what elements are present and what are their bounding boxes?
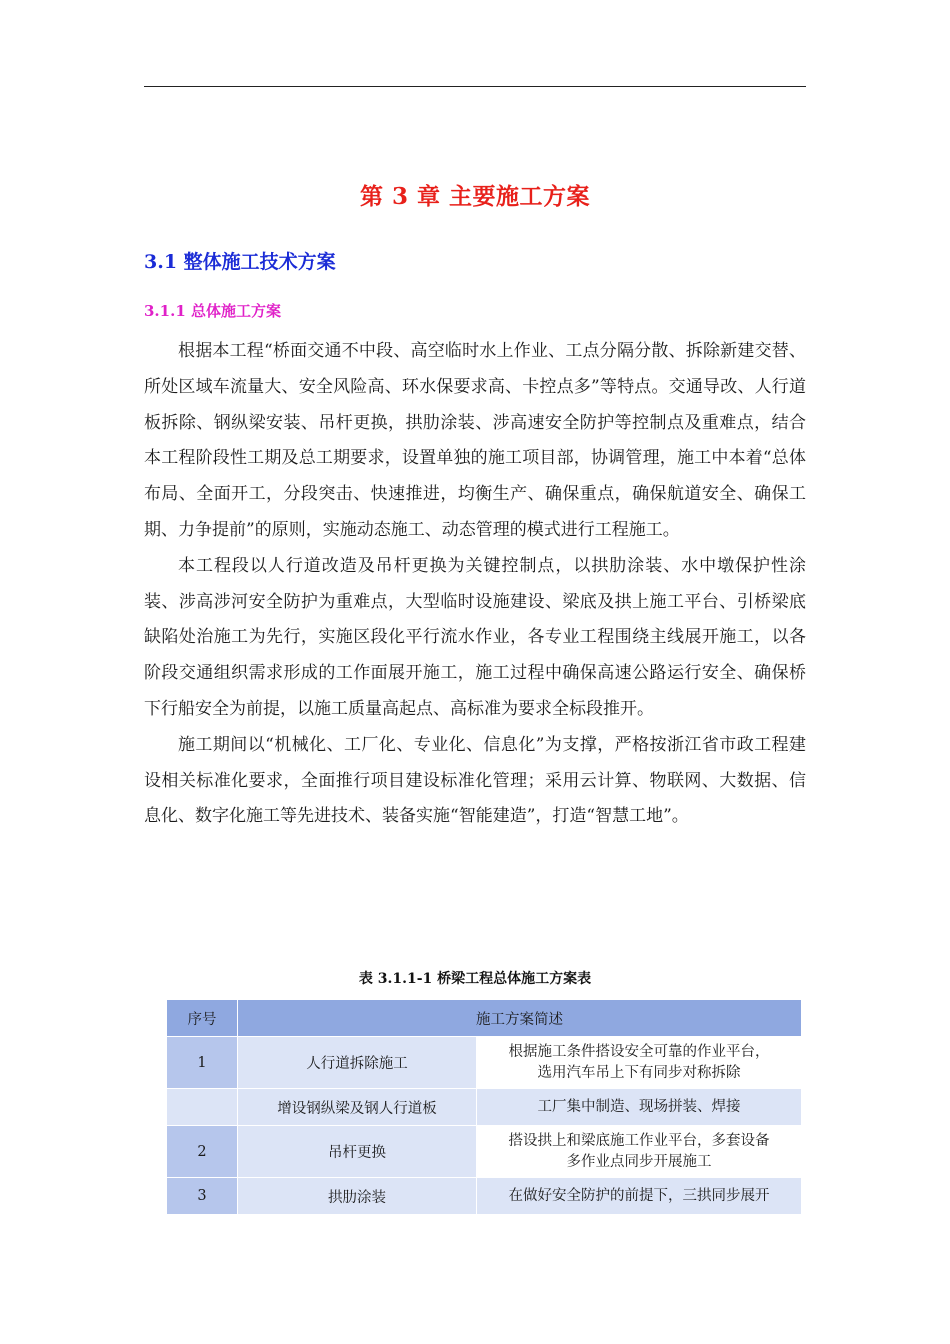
paragraph: 施工期间以“机械化、工厂化、专业化、信息化”为支撑，严格按浙江省市政工程建设相关标准化要求，全面推行项目建设标准化管理；采用云计算、物联网、大数据、信息化、数字化施工等先进技术、装备实施“智能建造”，打造“智慧工地”。	[144, 734, 806, 827]
section-heading: 3.1 整体施工技术方案	[144, 251, 336, 273]
description-line: 工厂集中制造、现场拼装、焊接	[537, 1098, 741, 1115]
row-item: 拱肋涂装	[238, 1178, 477, 1215]
row-index	[167, 1089, 238, 1126]
row-description	[477, 1089, 802, 1126]
table-header-row	[167, 1000, 802, 1037]
paragraph: 本工程段以人行道改造及吊杆更换为关键控制点，以拱肋涂装、水中墩保护性涂装、涉高涉河安全防护为重难点，大型临时设施建设、梁底及拱上施工平台、引桥梁底缺陷处治施工为先行，实施区段化平行流水作业，各专业工程围绕主线展开施工，以各阶段交通组织需求形成的工作面展开施工，施工过程中确保高速公路运行安全、确保桥下行船安全为前提，以施工质量高起点、高标准为要求全标段推开。	[144, 555, 806, 719]
header-index: 序号	[167, 1000, 238, 1037]
table-row	[167, 1089, 802, 1126]
table-row	[167, 1037, 802, 1089]
table-caption: 表 3.1.1-1 桥梁工程总体施工方案表	[358, 971, 592, 987]
description-line: 在做好安全防护的前提下，三拱同步展开	[508, 1187, 770, 1204]
body-text	[144, 334, 806, 835]
row-index: 2	[167, 1126, 238, 1178]
construction-plan-table	[166, 999, 802, 1215]
table-row	[167, 1126, 802, 1178]
table-row	[167, 1178, 802, 1215]
paragraph: 根据本工程“桥面交通不中段、高空临时水上作业、工点分隔分散、拆除新建交替、所处区域车流量大、安全风险高、环水保要求高、卡控点多”等特点。交通导改、人行道板拆除、钢纵梁安装、吊杆更换，拱肋涂装、涉高速安全防护等控制点及重难点，结合本工程阶段性工期及总工期要求，设置单独的施工项目部，协调管理，施工中本着“总体布局、全面开工，分段突击、快速推进，均衡生产、确保重点，确保航道安全、确保工期、力争提前”的原则，实施动态施工、动态管理的模式进行工程施工。	[144, 341, 806, 540]
row-index: 3	[167, 1178, 238, 1215]
description-line: 搭设拱上和梁底施工作业平台，多套设备	[508, 1132, 770, 1149]
header-description: 施工方案简述	[238, 1000, 802, 1037]
description-line: 根据施工条件搭设安全可靠的作业平台，	[508, 1043, 770, 1060]
header-rule	[144, 86, 806, 87]
row-item: 增设钢纵梁及钢人行道板	[238, 1089, 477, 1126]
row-description	[477, 1126, 802, 1178]
subsection-heading: 3.1.1 总体施工方案	[144, 302, 281, 320]
description-line: 选用汽车吊上下有同步对称拆除	[537, 1064, 741, 1081]
row-item: 吊杆更换	[238, 1126, 477, 1178]
row-item: 人行道拆除施工	[238, 1037, 477, 1089]
description-line: 多作业点同步开展施工	[566, 1153, 712, 1170]
row-index: 1	[167, 1037, 238, 1089]
chapter-title: 第 3 章 主要施工方案	[359, 183, 591, 210]
row-description	[477, 1178, 802, 1215]
row-description	[477, 1037, 802, 1089]
